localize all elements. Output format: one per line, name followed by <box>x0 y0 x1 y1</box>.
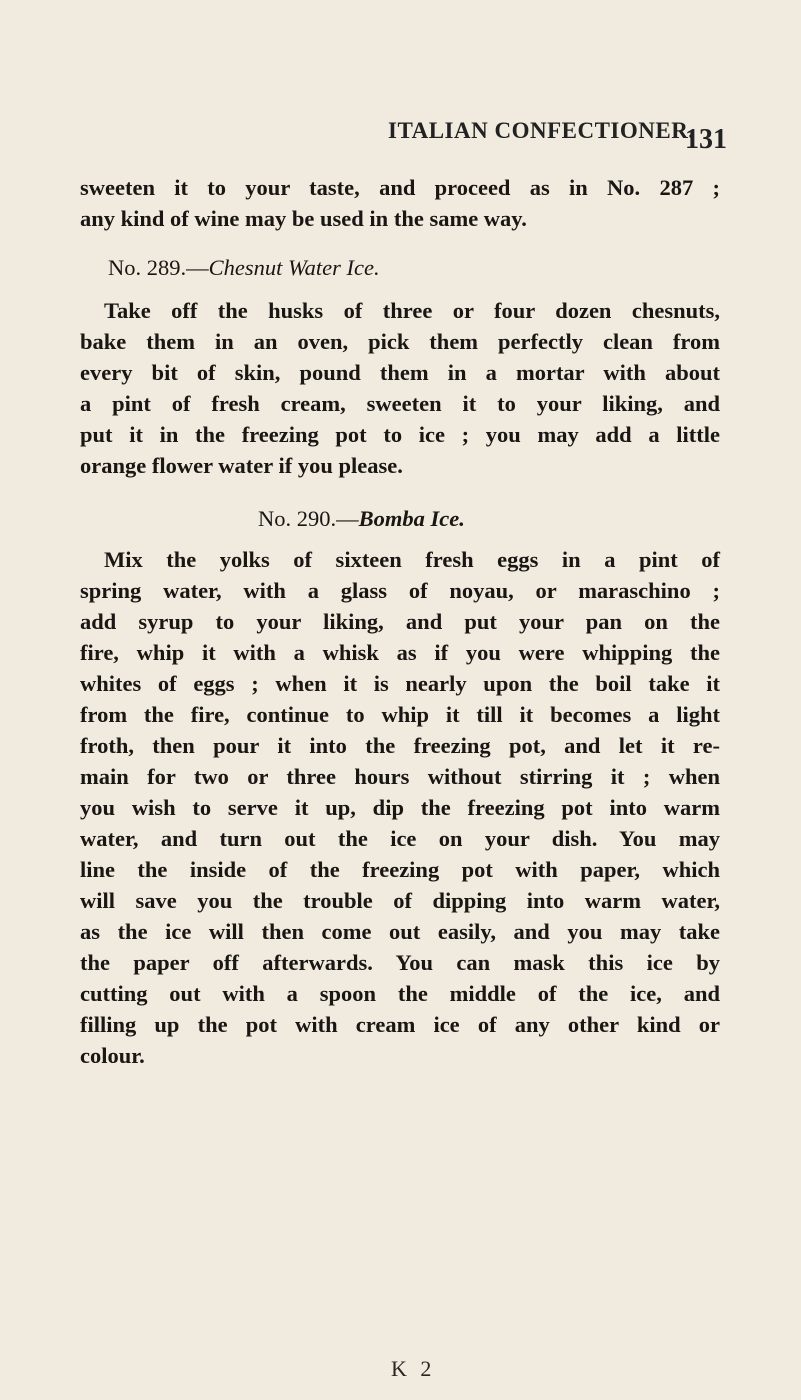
recipe-number: No. 289.— <box>108 255 209 280</box>
running-title: ITALIAN CONFECTIONER. <box>388 118 695 143</box>
text-line: will save you the trouble of dipping into warm water, <box>80 888 720 913</box>
text-line: orange flower water if you please. <box>80 453 403 478</box>
recipe-title: Chesnut Water Ice. <box>208 255 380 280</box>
text-line: every bit of skin, pound them in a mortar with about <box>80 360 720 385</box>
signature-mark: K 2 <box>391 1356 436 1381</box>
text-line: from the fire, continue to whip it till it becomes a light <box>80 702 720 727</box>
recipe-number: No. 290.— <box>258 506 359 531</box>
text-line: you wish to serve it up, dip the freezing pot into warm <box>80 795 720 820</box>
text-line: filling up the pot with cream ice of any other kind or <box>80 1012 720 1037</box>
text-line: spring water, with a glass of noyau, or maraschino ; <box>80 578 720 603</box>
text-line: froth, then pour it into the freezing pot, and let it re- <box>80 733 720 758</box>
recipe-heading-290 <box>80 503 720 534</box>
body-text <box>80 172 720 1071</box>
text-line: fire, whip it with a whisk as if you were whipping the <box>80 640 720 665</box>
text-line: main for two or three hours without stirring it ; when <box>80 764 720 789</box>
text-line: whites of eggs ; when it is nearly upon the boil take it <box>80 671 720 696</box>
running-head <box>0 118 801 158</box>
text-line: water, and turn out the ice on your dish. You may <box>80 826 720 851</box>
text-line: any kind of wine may be used in the same way. <box>80 206 527 231</box>
text-line: line the inside of the freezing pot with paper, which <box>80 857 720 882</box>
text-line: as the ice will then come out easily, and you may take <box>80 919 720 944</box>
text-line: put it in the freezing pot to ice ; you may add a little <box>80 422 720 447</box>
text-line: add syrup to your liking, and put your pan on the <box>80 609 720 634</box>
text-line: bake them in an oven, pick them perfectly clean from <box>80 329 720 354</box>
text-line: Take off the husks of three or four dozen chesnuts, <box>104 298 720 323</box>
text-line: cutting out with a spoon the middle of the ice, and <box>80 981 720 1006</box>
text-line: sweeten it to your taste, and proceed as in No. 287 ; <box>80 175 720 200</box>
text-line: the paper off afterwards. You can mask this ice by <box>80 950 720 975</box>
text-line: Mix the yolks of sixteen fresh eggs in a pint of <box>104 547 720 572</box>
text-line: colour. <box>80 1043 145 1068</box>
page-number: 131 <box>685 124 727 155</box>
recipe-heading-289 <box>80 252 720 283</box>
recipe-title: Bomba Ice. <box>358 506 465 531</box>
text-line: a pint of fresh cream, sweeten it to your liking, and <box>80 391 720 416</box>
